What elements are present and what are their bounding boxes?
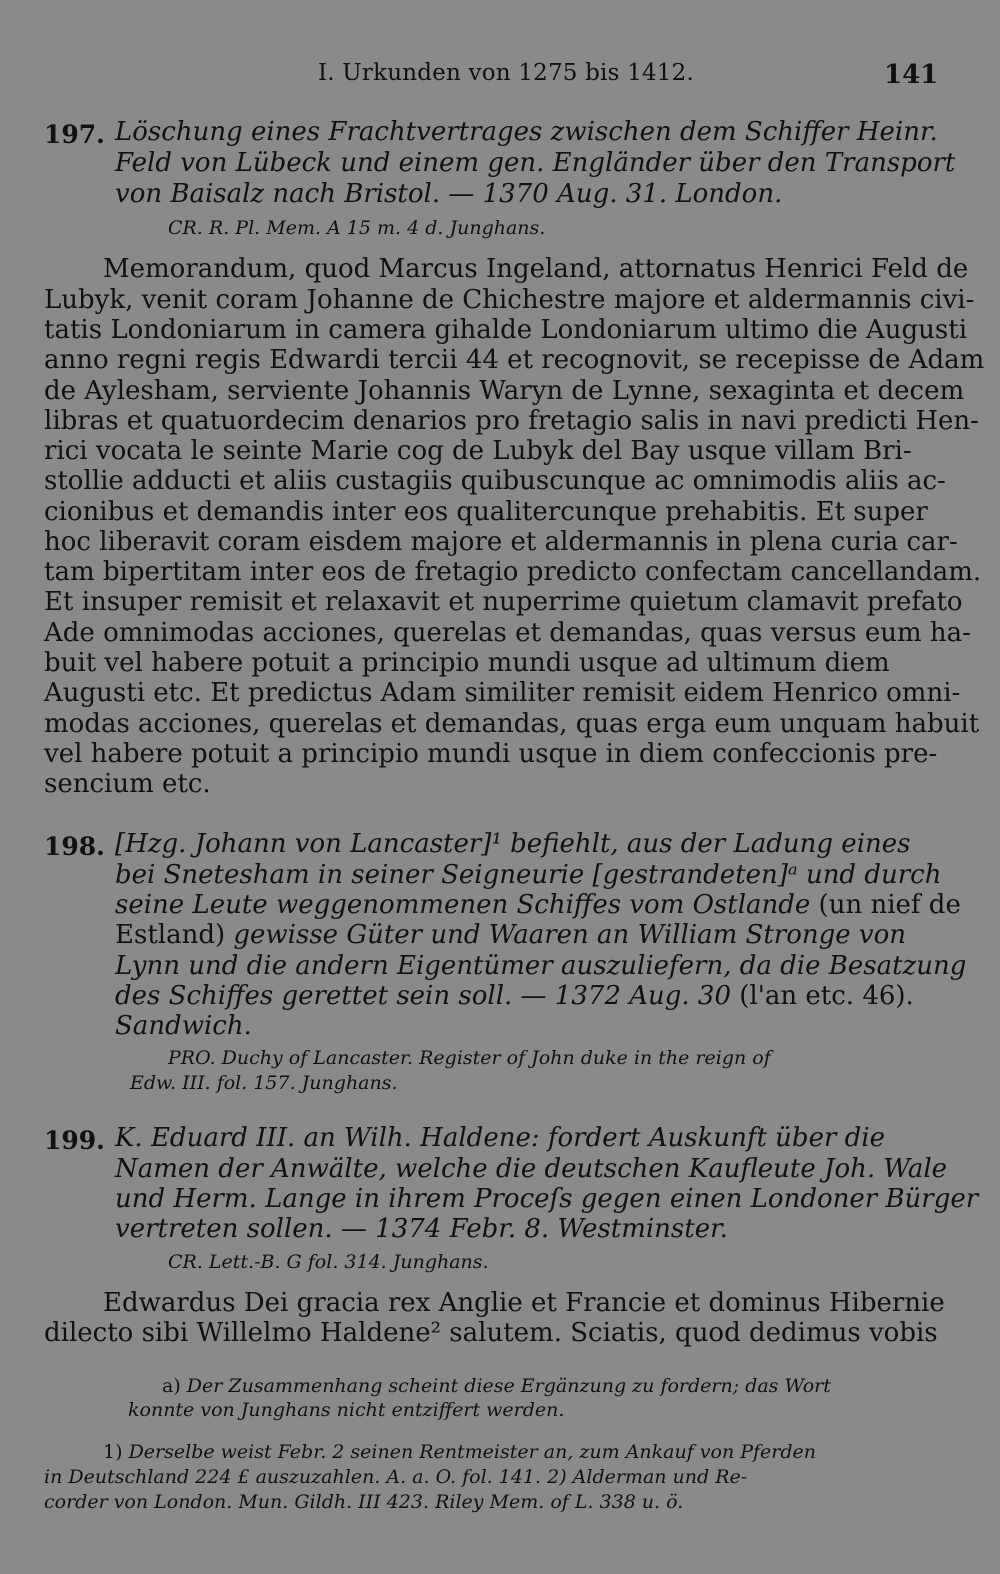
entry-197-body-line: buit vel habere potuit a principio mundi usque ad ultimum diem — [44, 648, 890, 678]
footnote-a-text-line-2: konnte von Junghans nicht entziffert werden. — [128, 1399, 565, 1421]
entry-198-title-line-1: [Hzg. Johann von Lancaster]¹ befiehlt, aus der Ladung eines — [115, 829, 911, 859]
entry-197-title-line-2: Feld von Lübeck und einem gen. Engländer über den Transport — [115, 148, 956, 178]
entry-198-title-line-7: Sandwich. — [115, 1011, 252, 1041]
entry-198-title-line-6-italic: des Schiffes gerettet sein soll. — 1372 Aug. 30 — [115, 981, 732, 1011]
entry-198-title-line-3-roman: (un nief de — [810, 890, 961, 920]
entry-197-body-line: Ade omnimodas acciones, querelas et demandas, quas versus eum ha- — [44, 618, 971, 648]
entry-199-title-line-3: und Herm. Lange in ihrem Proceſs gegen einen Londoner Bürger — [115, 1184, 979, 1214]
entry-197-body-line: modas acciones, querelas et demandas, quas erga eum unquam habuit — [44, 709, 980, 739]
entry-198-title-line-6 — [115, 981, 914, 1011]
entry-197-source: CR. R. Pl. Mem. A 15 m. 4 d. Junghans. — [168, 217, 546, 239]
page-number: 141 — [884, 60, 939, 90]
entry-197-body-line: libras et quatuordecim denarios pro fretagio salis in navi predicti Hen- — [44, 406, 979, 436]
footnote-1-marker: 1) — [103, 1441, 123, 1463]
entry-197-body-line: cionibus et demandis inter eos qualitercunque prehabitis. Et super — [44, 497, 928, 527]
footnote-a-marker: a) — [162, 1375, 181, 1397]
entry-197-body-line: tam bipertitam inter eos de fretagio predicto confectam cancellandam. — [44, 557, 982, 587]
entry-199-source: CR. Lett.-B. G fol. 314. Junghans. — [168, 1251, 489, 1273]
entry-197-body-line: Memorandum, quod Marcus Ingeland, attornatus Henrici Feld de — [103, 254, 969, 284]
entry-198-number: 198. — [44, 832, 105, 861]
footnote-a-text-line-1: Der Zusammenhang scheint diese Ergänzung zu fordern; das Wort — [186, 1375, 831, 1397]
entry-198-source-line-2: Edw. III. fol. 157. Junghans. — [130, 1072, 398, 1094]
entry-199-body-line: dilecto sibi Willelmo Haldene² salutem. Sciatis, quod dedimus vobis — [44, 1318, 938, 1348]
entry-197-title-line-1: Löschung eines Frachtvertrages zwischen dem Schiffer Heinr. — [115, 117, 938, 147]
footnote-line-2: in Deutschland 224 £ auszuzahlen. A. a. O. fol. 141. 2) Alderman und Re- — [44, 1466, 748, 1488]
entry-197-body-line: vel habere potuit a principio mundi usque in diem confeccionis pre- — [44, 739, 938, 769]
entry-197-body-line: stollie adducti et aliis custagiis quibuscunque ac omnimodis aliis ac- — [44, 466, 946, 496]
entry-198-title-line-2: bei Snetesham in seiner Seigneurie [gestrandeten]ᵃ und durch — [115, 860, 942, 890]
footnote-1 — [103, 1441, 816, 1463]
entry-198-title-line-4-italic: gewisse Güter und Waaren an William Stronge von — [225, 920, 906, 950]
footnote-line-3: corder von London. Mun. Gildh. III 423. Riley Mem. of L. 338 u. ö. — [44, 1491, 684, 1513]
footnote-line-1: Derselbe weist Febr. 2 seinen Rentmeister an, zum Ankauf von Pferden — [128, 1441, 817, 1463]
entry-199-title-line-4: vertreten sollen. — 1374 Febr. 8. Westminster. — [115, 1214, 728, 1244]
entry-198-source-line-1: PRO. Duchy of Lancaster. Register of John duke in the reign of — [168, 1047, 771, 1069]
entry-197-body-line: anno regni regis Edwardi tercii 44 et recognovit, se recepisse de Adam — [44, 345, 985, 375]
entry-199-body-line: Edwardus Dei gracia rex Anglie et Francie et dominus Hibernie — [103, 1288, 945, 1318]
entry-198-title-line-3 — [115, 890, 961, 920]
running-header-title: I. Urkunden von 1275 bis 1412. — [318, 60, 694, 86]
entry-197-body-line: Et insuper remisit et relaxavit et nuperrime quietum clamavit prefato — [44, 587, 963, 617]
entry-198-title-line-5: Lynn und die andern Eigentümer auszuliefern, da die Besatzung — [115, 951, 967, 981]
entry-197-title-line-3: von Baisalz nach Bristol. — 1370 Aug. 31. London. — [115, 179, 783, 209]
entry-198-title-line-4-roman: Estland) — [115, 920, 226, 950]
entry-198-title-line-6-roman: (l'an etc. 46). — [731, 981, 914, 1011]
entry-197-number: 197. — [44, 120, 105, 149]
entry-198-title-line-4 — [115, 920, 906, 950]
entry-197-body-line: de Aylesham, serviente Johannis Waryn de Lynne, sexaginta et decem — [44, 376, 965, 406]
entry-197-body-line: sencium etc. — [44, 769, 211, 799]
entry-199-title-line-1: K. Eduard III. an Wilh. Haldene: fordert Auskunft über die — [115, 1123, 885, 1153]
entry-197-body-line: Augusti etc. Et predictus Adam similiter remisit eidem Henrico omni- — [44, 678, 961, 708]
entry-199-number: 199. — [44, 1126, 105, 1155]
entry-199-title-line-2: Namen der Anwälte, welche die deutschen Kaufleute Joh. Wale — [115, 1154, 948, 1184]
entry-197-body-line: rici vocata le seinte Marie cog de Lubyk del Bay usque villam Bri- — [44, 436, 912, 466]
entry-197-body-line: hoc liberavit coram eisdem majore et aldermannis in plena curia car- — [44, 527, 958, 557]
footnote-a — [162, 1375, 831, 1397]
entry-197-body-line: tatis Londoniarum in camera gihalde Londoniarum ultimo die Augusti — [44, 315, 968, 345]
entry-198-title-line-3-italic: seine Leute weggenommenen Schiffes vom Ostlande — [115, 890, 811, 920]
entry-197-body-line: Lubyk, venit coram Johanne de Chichestre majore et aldermannis civi- — [44, 285, 975, 315]
